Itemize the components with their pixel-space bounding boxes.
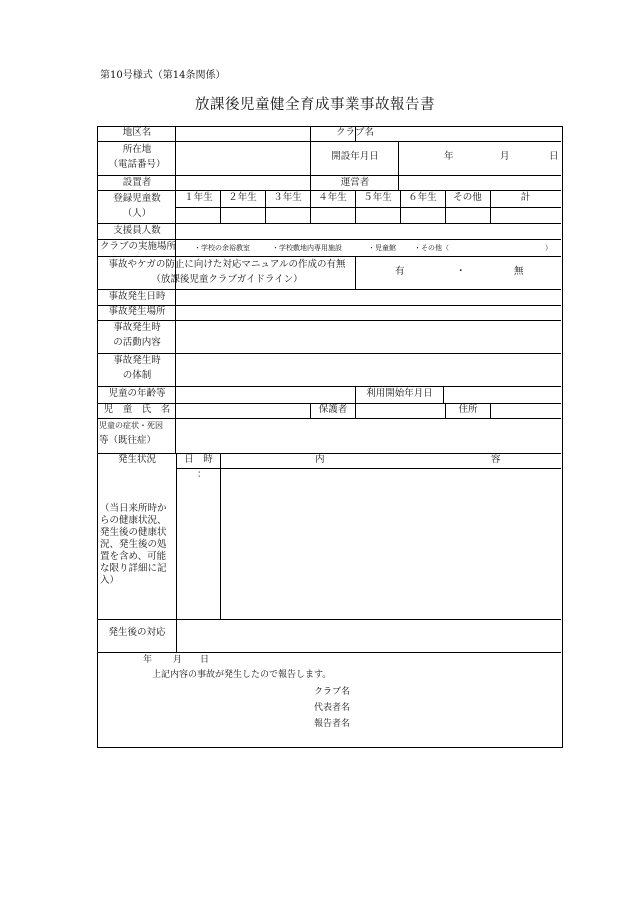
use-start-date-label: 利用開始年月日	[366, 388, 433, 399]
club-name-label: クラブ名	[335, 127, 374, 138]
row-line	[98, 175, 561, 176]
signature-club-name-label: クラブ名	[314, 687, 351, 697]
row-line	[98, 320, 561, 321]
opening-year-unit: 年	[444, 151, 454, 162]
address-label: 所在地	[122, 144, 152, 155]
manual-no: 無	[514, 266, 524, 277]
phone-label: （電話番号）	[108, 159, 166, 170]
child-name-label: 児 童 氏 名	[103, 404, 171, 415]
row-line	[98, 256, 561, 257]
grade-2-header: ２年生	[228, 192, 257, 203]
content-header-left: 内	[315, 454, 325, 465]
activity-label-2: の活動内容	[113, 337, 161, 348]
manual-yes: 有	[395, 266, 405, 277]
row-line	[98, 141, 561, 142]
situation-label: 発生状況	[117, 454, 156, 465]
report-statement: 上記内容の事故が発生したので報告します。	[152, 670, 332, 680]
row-line	[98, 239, 561, 240]
location-option-childrens-hall: ・児童館	[368, 244, 396, 252]
row-line	[98, 353, 561, 354]
accident-date-label: 事故発生日時	[108, 291, 166, 302]
founder-label: 設置者	[122, 177, 152, 188]
col-line	[176, 453, 177, 652]
manual-separator: ・	[456, 266, 466, 277]
content-header-right: 容	[491, 454, 501, 465]
row-line	[98, 652, 561, 653]
location-option-other: ・その他（	[414, 244, 449, 252]
system-label-2: の体制	[122, 370, 152, 381]
row-line	[98, 619, 561, 620]
report-form-table	[97, 126, 563, 748]
manual-guideline-note: （放課後児童クラブガイドライン）	[151, 274, 303, 285]
total-header: 計	[520, 192, 531, 203]
form-number: 第10号様式（第14条関係）	[100, 70, 226, 81]
response-label: 発生後の対応	[108, 627, 166, 638]
datetime-header: 日 時	[184, 454, 213, 465]
report-day-unit: 日	[200, 655, 210, 665]
grade-1-header: １年生	[184, 192, 213, 203]
situation-note: （当日来所時からの健康状況、発生後の健康状況、発生後の処置を含め、可能な限り詳細に記入）	[100, 503, 167, 586]
signature-reporter-label: 報告者名	[314, 719, 351, 729]
district-label: 地区名	[122, 127, 152, 138]
row-line	[98, 190, 561, 191]
staff-count-label: 支援員人数	[113, 225, 161, 236]
manual-question: 事故やケガの防止に向けた対応マニュアルの作成の有無	[108, 259, 346, 270]
row-line	[98, 386, 561, 387]
location-option-classroom: ・学校の余裕教室	[194, 244, 250, 252]
grade-4-header: ４年生	[318, 192, 347, 203]
row-line	[98, 289, 561, 290]
row-line	[98, 418, 561, 419]
location-option-other-close: ）	[545, 244, 552, 252]
grade-3-header: ３年生	[273, 192, 302, 203]
report-month-unit: 月	[173, 655, 183, 665]
row-line	[176, 468, 561, 469]
child-age-label: 児童の年齢等	[108, 388, 166, 399]
row-line	[176, 207, 561, 208]
opening-day-unit: 日	[549, 151, 559, 162]
registered-unit-label: （人）	[122, 208, 152, 219]
registered-children-label: 登録児童数	[113, 193, 161, 204]
report-year-unit: 年	[143, 655, 153, 665]
operator-label: 運営者	[340, 177, 370, 188]
document-title: 放課後児童健全育成事業事故報告書	[195, 97, 435, 113]
residence-label: 住所	[458, 404, 478, 415]
guardian-label: 保護者	[318, 404, 348, 415]
grade-5-header: ５年生	[363, 192, 392, 203]
grade-6-header: ６年生	[408, 192, 437, 203]
club-location-label: クラブの実施場所	[100, 241, 177, 252]
activity-label-1: 事故発生時	[113, 322, 161, 333]
location-option-school-facility: ・学校敷地内専用施設	[272, 244, 342, 252]
system-label-1: 事故発生時	[113, 355, 161, 366]
opening-date-label: 開設年月日	[331, 151, 379, 162]
symptoms-label-1: 児童の症状・死因	[99, 421, 163, 430]
row-line	[98, 305, 561, 306]
opening-month-unit: 月	[500, 151, 510, 162]
signature-representative-label: 代表者名	[314, 703, 351, 713]
symptoms-label-2: 等（既往症）	[99, 435, 157, 446]
other-grade-header: その他	[453, 192, 482, 203]
col-line	[220, 453, 221, 619]
time-colon: ：	[197, 469, 207, 480]
row-line	[98, 223, 561, 224]
accident-place-label: 事故発生場所	[108, 306, 166, 317]
